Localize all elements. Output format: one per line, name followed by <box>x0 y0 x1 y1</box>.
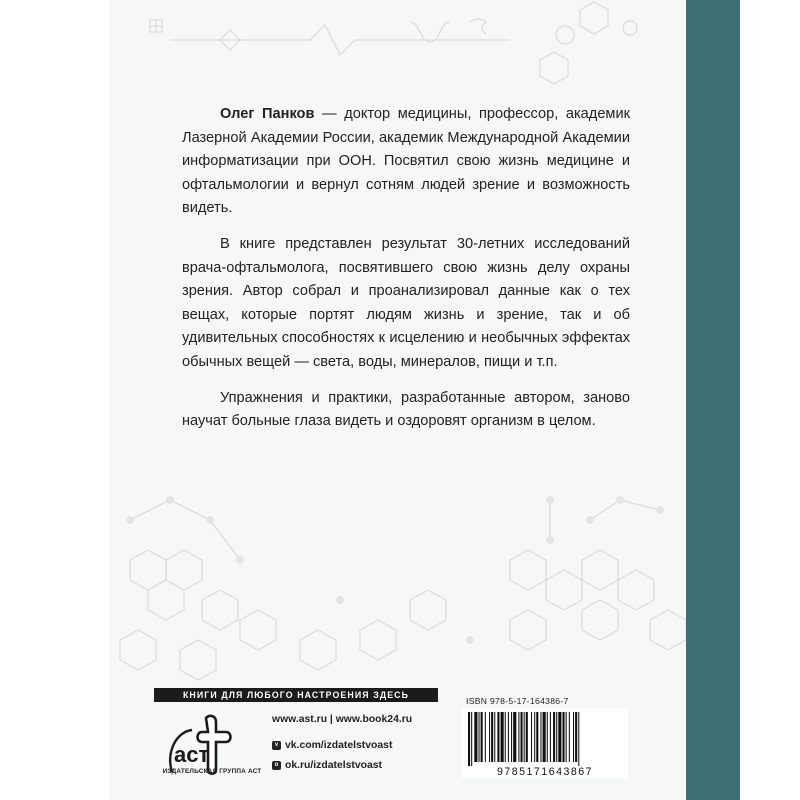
ok-link[interactable] <box>272 760 382 771</box>
barcode-bar <box>531 712 532 762</box>
ok-link-text[interactable]: ok.ru/izdatelstvoast <box>285 760 383 771</box>
barcode-bar <box>553 712 555 762</box>
barcode-bar <box>550 712 551 762</box>
logo-lettering: аст <box>174 742 210 767</box>
publisher-name: ИЗДАТЕЛЬСКАЯ ГРУППА АСТ <box>162 768 262 775</box>
barcode-bar <box>474 712 477 762</box>
barcode-bar <box>540 712 541 762</box>
barcode-bar <box>494 712 495 762</box>
barcode-bar <box>468 712 470 766</box>
barcode-bar <box>479 712 480 762</box>
barcode-bar <box>501 712 504 762</box>
barcode-bar <box>563 712 565 762</box>
barcode-bar <box>505 712 506 762</box>
website-links[interactable]: www.ast.ru | www.book24.ru <box>272 714 413 725</box>
ast-logo-icon <box>162 712 248 776</box>
slogan-banner: КНИГИ ДЛЯ ЛЮБОГО НАСТРОЕНИЯ ЗДЕСЬ <box>154 688 438 702</box>
barcode-bar <box>521 712 523 762</box>
barcode-bar <box>566 712 567 762</box>
barcode-bar <box>573 712 574 762</box>
barcode-bar <box>575 712 577 762</box>
exercises-paragraph: Упражнения и практики, разработанные автором, заново научат больные глаза видеть и оздоровят организм в целом. <box>182 389 630 430</box>
book-summary-paragraph: В книге представлен результат 30-летних исследований врача-офтальмолога, посвятившего свою жизнь делу охраны зрения. Автор собрал и проанализировал данные как о тех вещах, которые портят людям жизнь и зрение, так и об удивительных способностях к исцелению и необычных эффектах обычных вещей — света, воды, минералов, пищи и т.п. <box>182 235 630 370</box>
barcode-bar <box>556 712 557 762</box>
barcode-bar <box>524 712 525 762</box>
vk-link-text[interactable]: vk.com/izdatelstvoast <box>285 740 393 751</box>
barcode-bar <box>508 712 509 762</box>
barcode-bar <box>513 712 516 762</box>
author-bio-text: — доктор медицины, профессор, академик Лазерной Академии России, академик Международной Академии информатизации при ООН. Посвятил свою жизнь медицине и офтальмологии и вернул сотням людей зрение и возможность видеть. <box>182 106 631 217</box>
barcode-bar <box>491 712 493 762</box>
author-bio-paragraph <box>182 103 630 221</box>
barcode-bar <box>578 712 579 766</box>
barcode-icon <box>462 708 628 766</box>
barcode-bar <box>547 712 548 762</box>
vk-icon: v <box>272 741 281 750</box>
description-text <box>182 103 630 434</box>
barcode-number: 9785171643867 <box>466 766 624 778</box>
vk-link[interactable] <box>272 740 392 751</box>
isbn-label: ISBN 978-5-17-164386-7 <box>466 696 569 706</box>
barcode-bar <box>511 712 512 762</box>
book-spine <box>686 0 740 800</box>
barcode-bar <box>569 712 570 762</box>
barcode-bar <box>497 712 499 762</box>
barcode-bar <box>543 712 546 762</box>
barcode-bar <box>471 712 472 766</box>
barcode-bar <box>485 712 486 762</box>
barcode-bar <box>536 712 538 762</box>
barcode-bar <box>534 712 535 762</box>
ok-icon: o <box>272 761 281 770</box>
barcode-bar <box>481 712 483 762</box>
barcode-bar <box>526 712 528 762</box>
barcode-bar <box>518 712 519 762</box>
author-name: Олег Панков <box>220 106 315 122</box>
barcode-bar <box>489 712 490 762</box>
book-back-cover <box>110 0 686 800</box>
barcode-bar <box>558 712 561 762</box>
